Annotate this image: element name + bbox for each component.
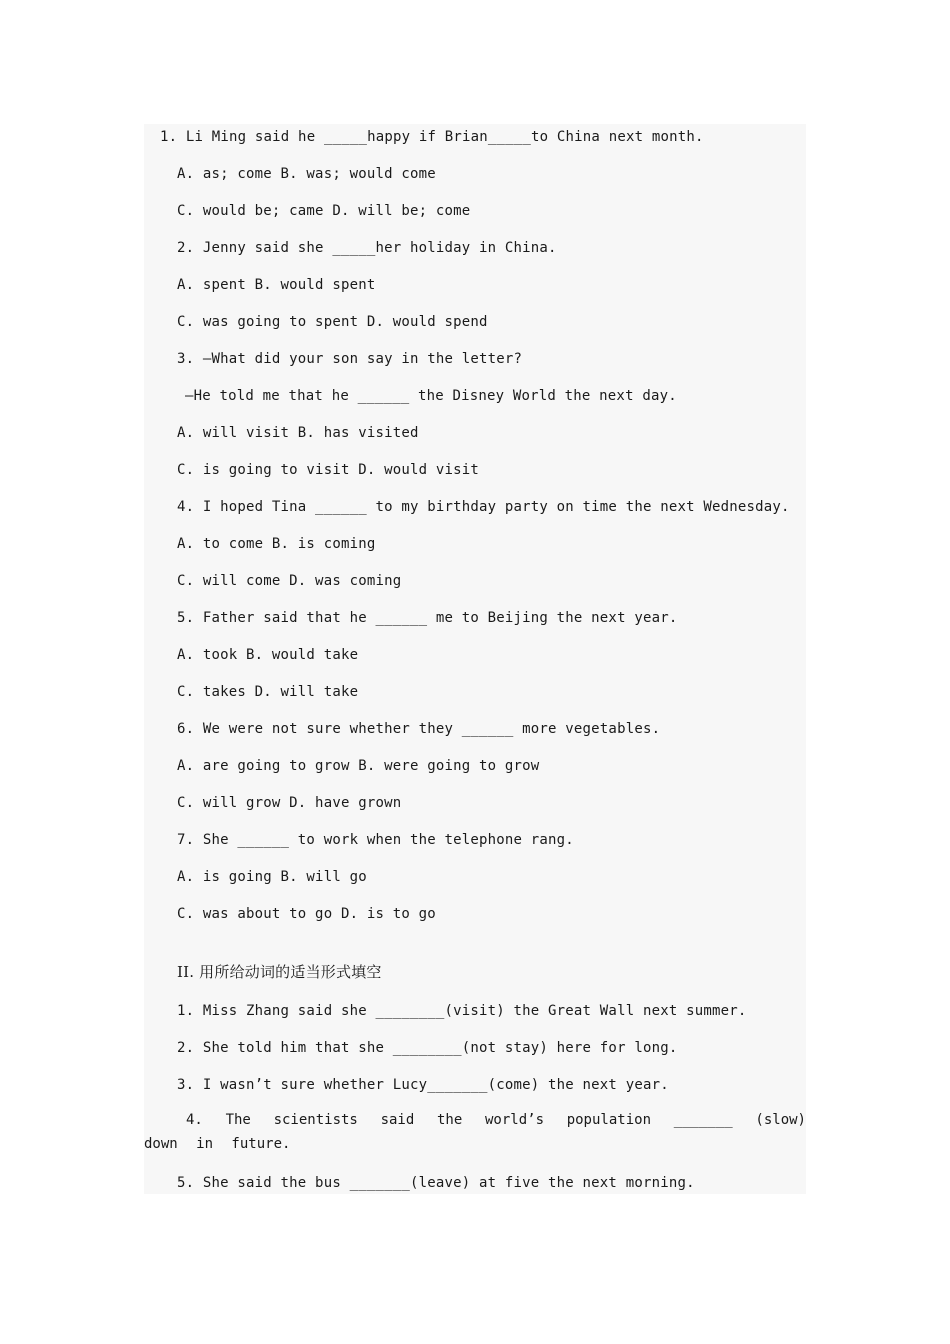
question-2-options-ab: A. spent B. would spent	[177, 277, 376, 293]
question-1-stem: 1. Li Ming said he _____happy if Brian_____to China next month.	[160, 129, 704, 145]
fill-in-5: 5. She said the bus _______(leave) at five the next morning.	[177, 1175, 695, 1191]
question-6-stem: 6. We were not sure whether they ______ more vegetables.	[177, 721, 661, 737]
fill-in-1: 1. Miss Zhang said she ________(visit) the Great Wall next summer.	[177, 1003, 747, 1019]
question-1-options-cd: C. would be; came D. will be; come	[177, 203, 471, 219]
question-3-options-cd: C. is going to visit D. would visit	[177, 462, 480, 478]
question-3-stem: 3. —What did your son say in the letter?	[177, 351, 523, 367]
question-5-stem: 5. Father said that he ______ me to Beijing the next year.	[177, 610, 678, 626]
question-2-options-cd: C. was going to spent D. would spend	[177, 314, 488, 330]
question-3-options-ab: A. will visit B. has visited	[177, 425, 419, 441]
question-1-options-ab: A. as; come B. was; would come	[177, 166, 436, 182]
question-6-options-cd: C. will grow D. have grown	[177, 795, 402, 811]
question-7-options-cd: C. was about to go D. is to go	[177, 906, 436, 922]
fill-in-2: 2. She told him that she ________(not stay) here for long.	[177, 1040, 678, 1056]
question-4-options-ab: A. to come B. is coming	[177, 536, 376, 552]
fill-in-4: 4. The scientists said the world’s population _______ (slow) down in future.	[144, 1112, 806, 1152]
question-5-options-ab: A. took B. would take	[177, 647, 359, 663]
question-5-options-cd: C. takes D. will take	[177, 684, 359, 700]
question-6-options-ab: A. are going to grow B. were going to grow	[177, 758, 540, 774]
question-7-stem: 7. She ______ to work when the telephone rang.	[177, 832, 574, 848]
question-7-options-ab: A. is going B. will go	[177, 869, 367, 885]
question-4-options-cd: C. will come D. was coming	[177, 573, 402, 589]
section-two-title: II. 用所给动词的适当形式填空	[177, 963, 382, 981]
question-3-answer-line: —He told me that he ______ the Disney World the next day.	[185, 388, 677, 404]
fill-in-3: 3. I wasn’t sure whether Lucy_______(come) the next year.	[177, 1077, 669, 1093]
question-4-stem: 4. I hoped Tina ______ to my birthday party on time the next Wednesday.	[177, 499, 790, 515]
question-2-stem: 2. Jenny said she _____her holiday in China.	[177, 240, 557, 256]
